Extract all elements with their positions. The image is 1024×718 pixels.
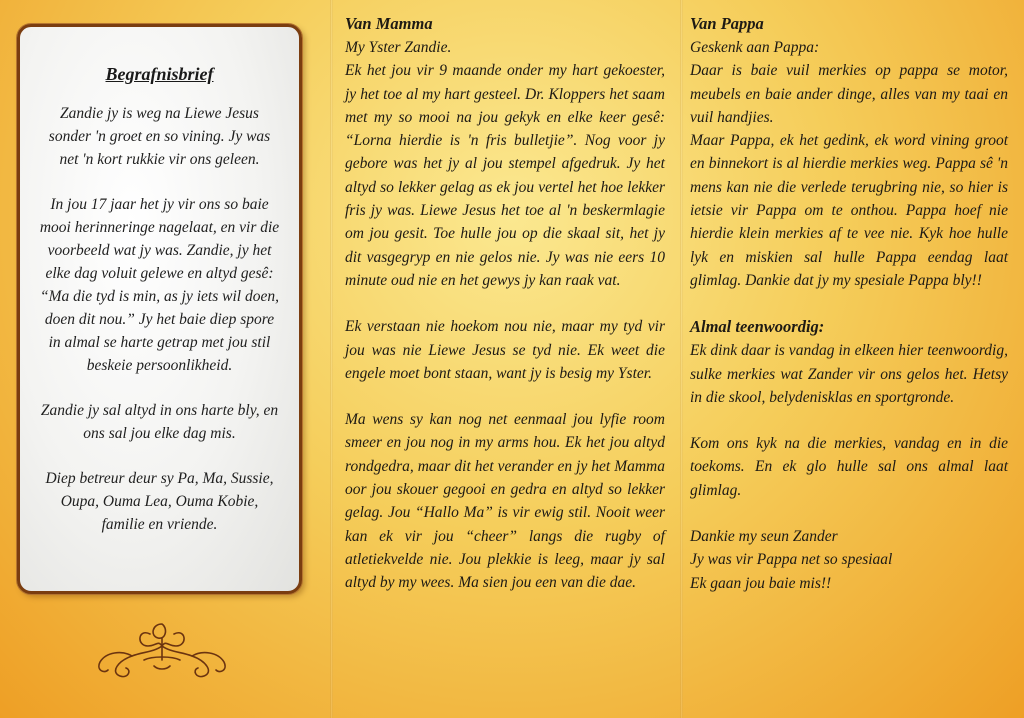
paragraph-gap bbox=[345, 292, 665, 315]
almal-paragraph: Kom ons kyk na die merkies, vandag en in die toekoms. En ek glo hulle sal ons almal laat glimlag. bbox=[690, 435, 1008, 499]
van-mamma-heading: Van Mamma bbox=[345, 14, 433, 33]
card-paragraph: Zandie jy is weg na Liewe Jesus sonder 'n groet en so vining. Jy was net 'n kort rukkie vir ons geleen. bbox=[48, 105, 271, 168]
van-pappa-heading: Van Pappa bbox=[690, 14, 764, 33]
mamma-paragraph: Ek verstaan nie hoekom nou nie, maar my tyd vir jou was nie Liewe Jesus se tyd nie. Ek weet die engele moet bont staan, want jy is besig my Yster. bbox=[345, 318, 665, 382]
fold-line-left bbox=[330, 0, 333, 718]
pappa-paragraph: Daar is baie vuil merkies op pappa se motor, meubels en baie ander dinge, alles van my taai en vuil handjies. bbox=[690, 62, 1008, 126]
van-pappa-column bbox=[690, 12, 1008, 595]
fold-line-right bbox=[680, 0, 683, 718]
paragraph-gap bbox=[690, 409, 1008, 432]
card-paragraph: Diep betreur deur sy Pa, Ma, Sussie, Oupa, Ouma Lea, Ouma Kobie, familie en vriende. bbox=[45, 470, 274, 533]
closing-line: Dankie my seun Zander bbox=[690, 528, 838, 546]
almal-heading: Almal teenwoordig: bbox=[690, 317, 825, 337]
card-title: Begrafnisbrief bbox=[105, 64, 214, 84]
paragraph-gap bbox=[345, 385, 665, 408]
flourish-ornament-icon bbox=[92, 616, 232, 686]
closing-line: Jy was vir Pappa net so spesiaal bbox=[690, 551, 893, 569]
card-paragraph: Zandie jy sal altyd in ons harte bly, en ons sal jou elke dag mis. bbox=[40, 402, 279, 442]
closing-line: Ek gaan jou baie mis!! bbox=[690, 574, 832, 592]
paragraph-gap bbox=[690, 292, 1008, 315]
pappa-paragraph: Maar Pappa, ek het gedink, ek word vining groot en binnekort is al hierdie merkies weg. Pappa sê 'n mens kan nie die verlede terugbring nie, so hier is ietsie vir Pappa om te onthou. Pappa hoef nie hierdie klein merkies af te vee nie. Kyk hoe hulle lyk en miskien sal hulle Pappa eendag laat glimlag. Dankie dat jy my spesiale Pappa bly!! bbox=[690, 132, 1008, 289]
pappa-intro: Geskenk aan Pappa: bbox=[690, 39, 820, 56]
mamma-paragraph: Ma wens sy kan nog net eenmaal jou lyfie room smeer en jou nog in my arms hou. Ek het jou altyd rondgedra, maar dit het verander en jy het Mamma oor jou skouer gegooi en gedra en altyd so lekker gelag. Jou “Hallo Ma” is vir ewig stil. Nooit weer kan ek vir jou “cheer” langs die rugby of atletiekvelde nie. Jou plekkie is leeg, maar jy sal altyd by my wees. Ma sien jou een van die dae. bbox=[345, 411, 665, 592]
card-paragraph: In jou 17 jaar het jy vir ons so baie mooi herinneringe nagelaat, en vir die voorbeeld wat jy was. Zandie, jy het elke dag voluit gelewe en altyd gesê: “Ma die tyd is min, as jy iets wil doen, doen dit nou.” Jy het baie diep spore in almal se harte getrap met jou stil beskeie persoonlikheid. bbox=[39, 196, 280, 374]
almal-paragraph: Ek dink daar is vandag in elkeen hier teenwoordig, sulke merkies wat Zander vir ons gelos het. Hetsy in die skool, belydenisklas en sportgronde. bbox=[690, 342, 1008, 406]
mamma-paragraph: Ek het jou vir 9 maande onder my hart gekoester, jy het toe al my hart gesteel. Dr. Kloppers het saam met my so mooi na jou gekyk en elke keer gesê: “Lorna hierdie is 'n fris bulletjie”. Nog voor jy gebore was het jy al jou stempel afgedruk. Jy het altyd so lekker gelag as ek jou vertel het hoe lekker fris jy was. Liewe Jesus het toe al 'n beskermlagie om jou gesit. Toe hulle jou op die skaal sit, het jy dit vasgegryp en nie gelos nie. Jy was nie eers 10 minute oud nie en het gewys jy kan raak vat. bbox=[345, 62, 665, 289]
van-mamma-column bbox=[345, 12, 665, 595]
funeral-letter-card bbox=[17, 24, 302, 594]
paragraph-gap bbox=[690, 502, 1008, 525]
mamma-salutation: My Yster Zandie. bbox=[345, 39, 452, 56]
